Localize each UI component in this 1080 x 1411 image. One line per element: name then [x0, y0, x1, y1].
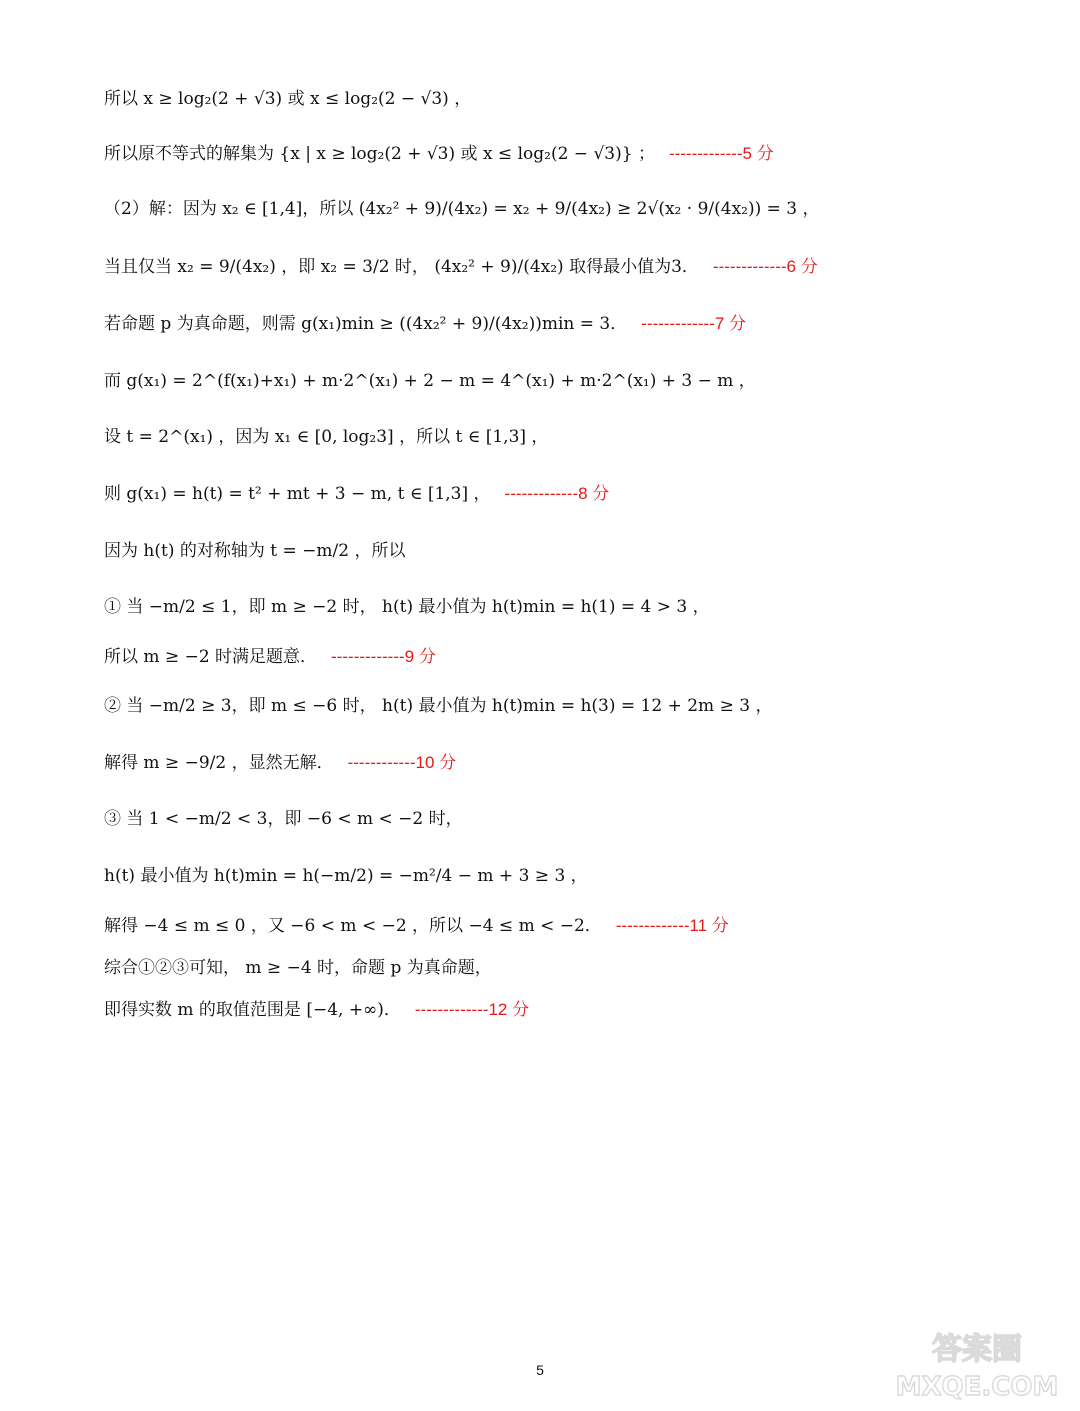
score-marker: -------------9 分: [331, 647, 436, 666]
score-marker: -------------12 分: [414, 1000, 530, 1019]
score-marker: -------------6 分: [712, 257, 818, 276]
score-marker: -------------7 分: [641, 314, 746, 333]
solution-line-16: 解得 −4 ≤ m ≤ 0 ，又 −6 < m < −2 ，所以 −4 ≤ m < −2． -------------11 分: [104, 913, 729, 939]
score-marker: -------------5 分: [668, 144, 774, 163]
solution-line-13: 解得 m ≥ −9/2 ，显然无解． ------------10 分: [104, 750, 456, 776]
solution-line-5: 若命题 p 为真命题，则需 g(x₁)min ≥ ((4x₂² + 9)/(4x₂))min = 3． -------------7 分: [104, 311, 746, 337]
solution-line-17: 综合①②③可知， m ≥ −4 时，命题 p 为真命题，: [104, 958, 492, 978]
solution-line-15: h(t) 最小值为 h(t)min = h(−m/2) = −m²/4 − m + 3 ≥ 3 ，: [104, 866, 588, 886]
watermark-top-text: 答案圈: [932, 1332, 1022, 1367]
solution-line-12: ② 当 −m/2 ≥ 3，即 m ≤ −6 时， h(t) 最小值为 h(t)min = h(3) = 12 + 2m ≥ 3 ，: [104, 696, 773, 716]
score-marker: ------------10 分: [347, 753, 457, 772]
solution-line-14: ③ 当 1 < −m/2 < 3，即 −6 < m < −2 时，: [104, 809, 463, 829]
solution-line-11: 所以 m ≥ −2 时满足题意． -------------9 分: [104, 644, 436, 670]
solution-line-1: 所以 x ≥ log₂(2 + √3) 或 x ≤ log₂(2 − √3) ，: [104, 89, 472, 109]
score-marker: -------------11 分: [615, 916, 729, 935]
solution-line-2: 所以原不等式的解集为 {x | x ≥ log₂(2 + √3) 或 x ≤ log₂(2 − √3)} ； -------------5 分: [104, 141, 774, 167]
solution-line-3: （2）解：因为 x₂ ∈ [1,4]，所以 (4x₂² + 9)/(4x₂) = x₂ + 9/(4x₂) ≥ 2√(x₂ · 9/(4x₂)) = 3 ，: [104, 199, 820, 219]
solution-line-18: 即得实数 m 的取值范围是 [−4, +∞)． -------------12 分: [104, 997, 529, 1023]
score-marker: -------------8 分: [504, 484, 610, 503]
solution-line-6: 而 g(x₁) = 2^(f(x₁)+x₁) + m·2^(x₁) + 2 − m = 4^(x₁) + m·2^(x₁) + 3 − m ，: [104, 371, 756, 391]
solution-line-8: 则 g(x₁) = h(t) = t² + mt + 3 − m, t ∈ [1,3] ， -------------8 分: [104, 481, 609, 507]
page-number: 5: [536, 1362, 544, 1378]
solution-line-4: 当且仅当 x₂ = 9/(4x₂) ，即 x₂ = 3/2 时， (4x₂² + 9)/(4x₂) 取得最小值为3． -------------6 分: [104, 254, 818, 280]
solution-line-7: 设 t = 2^(x₁) ，因为 x₁ ∈ [0, log₂3] ，所以 t ∈ [1,3] ，: [104, 427, 549, 447]
solution-line-10: ① 当 −m/2 ≤ 1，即 m ≥ −2 时， h(t) 最小值为 h(t)min = h(1) = 4 > 3 ，: [104, 597, 710, 617]
solution-line-9: 因为 h(t) 的对称轴为 t = −m/2 ，所以: [104, 541, 406, 561]
watermark-logo: [892, 1323, 1062, 1403]
watermark-bottom-text: MXQE.COM: [895, 1372, 1059, 1402]
